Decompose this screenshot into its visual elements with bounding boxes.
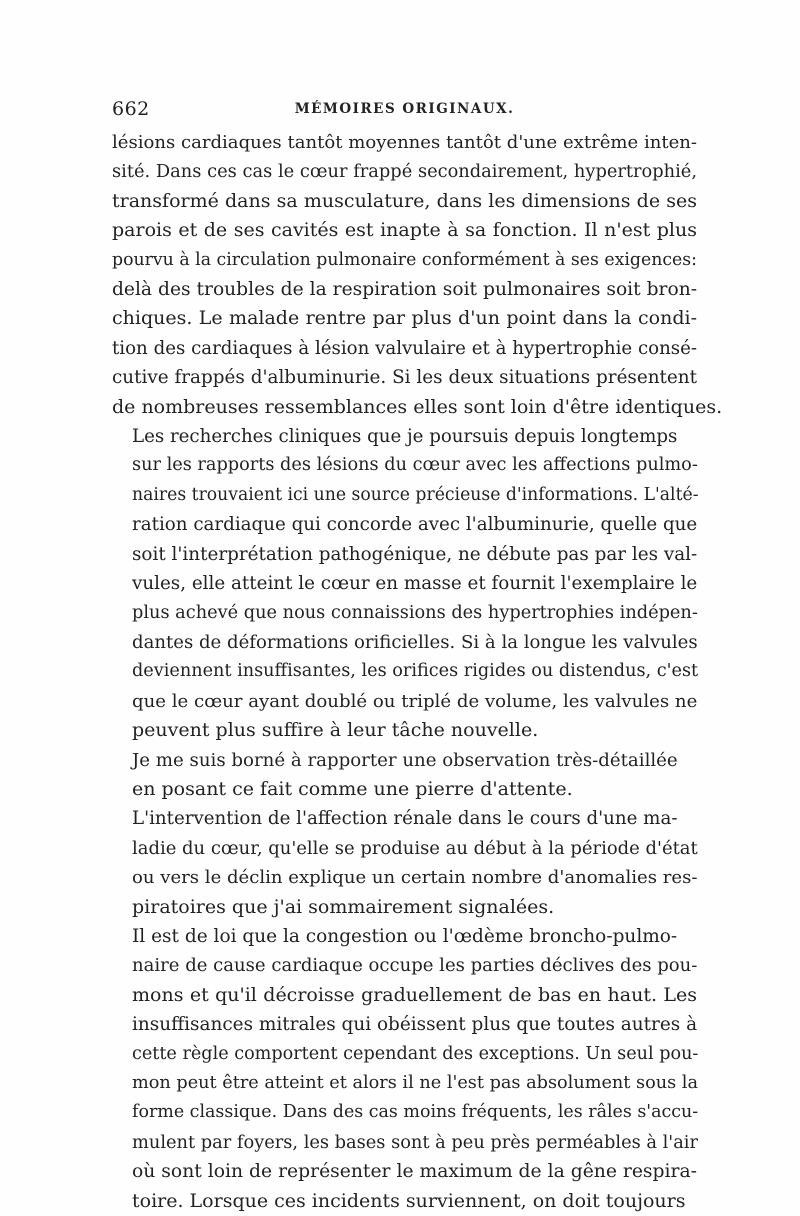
text-line: lésions cardiaques tantôt moyennes tantôt d'une extrême inten- — [112, 132, 697, 153]
text-line: soit l'interprétation pathogénique, ne débute pas par les val- — [132, 543, 698, 565]
text-line: deviennent insuffisantes, les orifices rigides ou distendus, c'est — [132, 661, 699, 682]
text-line: cutive frappés d'albuminurie. Si les deux situations présentent — [112, 367, 697, 389]
text-line: parois et de ses cavités est inapte à sa fonction. Il n'est plus — [112, 219, 697, 242]
text-line: tion des cardiaques à lésion valvulaire et à hypertrophie consé- — [112, 337, 697, 359]
text-line: mons et qu'il décroisse graduellement de bas en haut. Les — [132, 983, 697, 1006]
text-line: en posant ce fait comme une pierre d'attente. — [132, 777, 573, 800]
text-line: sité. Dans ces cas le cœur frappé secondairement, hypertrophié, — [112, 161, 697, 183]
text-line: ou vers le déclin explique un certain nombre d'anomalies res- — [132, 867, 698, 889]
running-title: MÉMOIRES ORIGINAUX. — [294, 101, 515, 117]
paragraph — [112, 922, 697, 1216]
text-line: où sont loin de représenter le maximum de la gêne respira- — [132, 1161, 697, 1183]
text-line: cette règle comportent cependant des exceptions. Un seul pou- — [132, 1043, 699, 1064]
text-line: sur les rapports des lésions du cœur avec les affections pulmo- — [132, 455, 698, 476]
text-line: piratoires que j'ai sommairement signalées. — [132, 895, 555, 918]
text-line: naire de cause cardiaque occupe les parties déclives des pou- — [132, 955, 698, 977]
paragraph — [112, 422, 697, 745]
text-line: pourvu à la circulation pulmonaire conformément à ses exigences: — [112, 249, 697, 270]
text-line: delà des troubles de la respiration soit pulmonaires soit bron- — [112, 279, 697, 301]
text-line: forme classique. Dans des cas moins fréquents, les râles s'accu- — [132, 1102, 699, 1123]
text-line: Je me suis borné à rapporter une observation très-détaillée — [132, 749, 678, 771]
text-line: transformé dans sa musculature, dans les dimensions de ses — [112, 189, 697, 212]
text-line: peuvent plus suffire à leur tâche nouvelle. — [132, 719, 539, 742]
text-line: insuffisances mitrales qui obéissent plus que toutes autres à — [132, 1014, 698, 1036]
text-line: ladie du cœur, qu'elle se produise au début à la période d'état — [132, 837, 698, 859]
text-line: ration cardiaque qui concorde avec l'albuminurie, quelle que — [132, 514, 698, 536]
page-header — [112, 98, 697, 122]
text-line: Les recherches cliniques que je poursuis depuis longtemps — [132, 426, 678, 448]
text-line: mulent par foyers, les bases sont à peu près perméables à l'air — [132, 1131, 698, 1153]
text-line: naires trouvaient ici une source précieuse d'informations. L'alté- — [132, 484, 699, 505]
text-line: mon peut être atteint et alors il ne l'est pas absolument sous la — [132, 1073, 698, 1093]
text-line: Il est de loi que la congestion ou l'œdème broncho-pulmo- — [132, 925, 678, 947]
paragraph — [112, 804, 697, 922]
text-line: plus achevé que nous connaissions des hypertrophies indépen- — [132, 602, 698, 623]
page-number: 662 — [112, 98, 150, 120]
text-line: toire. Lorsque ces incidents surviennent, on doit toujours — [132, 1189, 686, 1212]
text-line: L'intervention de l'affection rénale dans le cours d'une ma- — [132, 808, 678, 830]
text-line: dantes de déformations orificielles. Si à la longue les valvules — [132, 631, 698, 653]
body-text — [112, 128, 723, 1216]
text-line: chiques. Le malade rentre par plus d'un point dans la condi- — [112, 307, 697, 330]
text-line: vules, elle atteint le cœur en masse et fournit l'exemplaire le — [132, 573, 698, 595]
paragraph — [112, 128, 723, 422]
paragraph — [112, 746, 697, 805]
text-line: que le cœur ayant doublé ou triplé de volume, les valvules ne — [132, 690, 698, 712]
text-line: de nombreuses ressemblances elles sont loin d'être identiques. — [112, 395, 723, 418]
